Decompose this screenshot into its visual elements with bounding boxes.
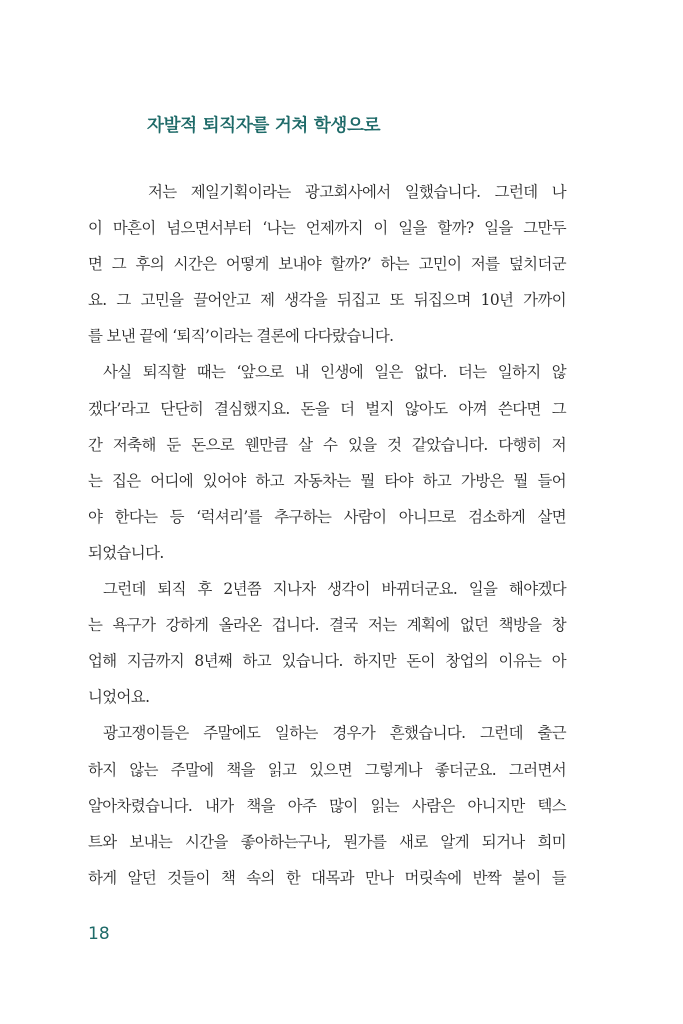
text-line: 면 그 후의 시간은 어떻게 보내야 할까?’ 하는 고민이 저를 덮치더군 xyxy=(88,255,566,274)
text-line: 저는 제일기획이라는 광고회사에서 일했습니다. 그런데 나 xyxy=(148,183,566,201)
text-line: 광고쟁이들은 주말에도 일하는 경우가 흔했습니다. 그런데 출근 xyxy=(103,724,566,743)
page-number: 18 xyxy=(88,924,110,944)
text-line: 야 한다는 등 ‘럭셔리’를 추구하는 사람이 아니므로 검소하게 살면 xyxy=(88,507,566,526)
text-line: 사실 퇴직할 때는 ‘앞으로 내 인생에 일은 없다. 더는 일하지 않 xyxy=(103,363,566,382)
text-line: 업해 지금까지 8년째 하고 있습니다. 하지만 돈이 창업의 이유는 아 xyxy=(88,652,566,671)
text-line: 하게 알던 것들이 책 속의 한 대목과 만나 머릿속에 반짝 불이 들 xyxy=(88,868,566,887)
text-line: 알아차렸습니다. 내가 책을 아주 많이 읽는 사람은 아니지만 텍스 xyxy=(88,796,566,815)
text-line: 간 저축해 둔 돈으로 웬만큼 살 수 있을 것 같았습니다. 다행히 저 xyxy=(88,435,566,454)
text-line: 는 욕구가 강하게 올라온 겁니다. 결국 저는 계획에 없던 책방을 창 xyxy=(88,616,566,635)
text-line: 는 집은 어디에 있어야 하고 자동차는 뭘 타야 하고 가방은 뭘 들어 xyxy=(88,471,566,490)
text-line: 이 마흔이 넘으면서부터 ‘나는 언제까지 이 일을 할까? 일을 그만두 xyxy=(88,219,566,238)
text-line: 그런데 퇴직 후 2년쯤 지나자 생각이 바뀌더군요. 일을 해야겠다 xyxy=(103,580,566,599)
body-text xyxy=(88,174,566,896)
text-line: 트와 보내는 시간을 좋아하는구나, 뭔가를 새로 알게 되거나 희미 xyxy=(88,832,566,851)
text-line: 니었어요. xyxy=(88,688,150,707)
text-line: 되었습니다. xyxy=(88,543,164,562)
text-line: 요. 그 고민을 끌어안고 제 생각을 뒤집고 또 뒤집으며 10년 가까이 xyxy=(88,291,566,310)
section-heading: 자발적 퇴직자를 거쳐 학생으로 xyxy=(147,116,381,136)
text-line: 를 보낸 끝에 ‘퇴직’이라는 결론에 다다랐습니다. xyxy=(88,327,394,346)
text-line: 겠다’라고 단단히 결심했지요. 돈을 더 벌지 않아도 아껴 쓴다면 그 xyxy=(88,399,566,418)
text-line: 하지 않는 주말에 책을 읽고 있으면 그렇게나 좋더군요. 그러면서 xyxy=(88,760,566,779)
